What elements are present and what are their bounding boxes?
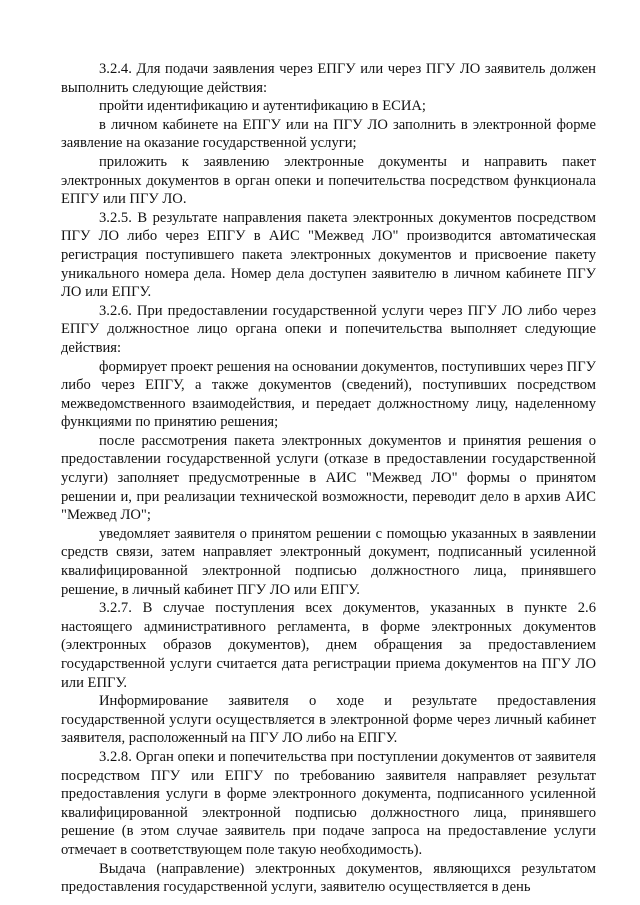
paragraph-3-2-4: 3.2.4. Для подачи заявления через ЕПГУ или через ПГУ ЛО заявитель должен выполнить следующие действия: <box>61 61 596 96</box>
document-body <box>61 60 596 897</box>
paragraph-step-fill-decision-forms: после рассмотрения пакета электронных документов и принятия решения о предоставлении государственной услуги (отказе в предоставлении государственной услуги) заполняет предусмотренные в АИС "Межвед ЛО" формы о принятом решении и, при реализации технической возможности, переводит дело в архив АИС "Межвед ЛО"; <box>61 432 596 524</box>
paragraph-3-2-5: 3.2.5. В результате направления пакета электронных документов посредством ПГУ ЛО либо через ЕПГУ в АИС "Межвед ЛО" производится автоматическая регистрация поступившего пакета электронных документов и присвоение пакету уникального номера дела. Номер дела доступен заявителю в личном кабинете ПГУ ЛО или ЕПГУ. <box>61 209 596 301</box>
paragraph-3-2-6: 3.2.6. При предоставлении государственной услуги через ПГУ ЛО либо через ЕПГУ должностное лицо органа опеки и попечительства выполняет следующие действия: <box>61 302 596 356</box>
paragraph-step-identification: пройти идентификацию и аутентификацию в ЕСИА; <box>99 98 426 115</box>
paragraph-3-2-8: 3.2.8. Орган опеки и попечительства при поступлении документов от заявителя посредством ПГУ или ЕПГУ по требованию заявителя направляет результат предоставления услуги в форме электронного документа, подписанного усиленной квалифицированной электронной подписью должностного лица, принявшего решение (в этом случае заявитель при подаче запроса на предоставление услуги отмечает в соответствующем поле такую необходимость). <box>61 748 596 858</box>
paragraph-3-2-7: 3.2.7. В случае поступления всех документов, указанных в пункте 2.6 настоящего административного регламента, в форме электронных документов (электронных образов документов), днем обращения за предоставлением государственной услуги считается дата регистрации приема документов на ПГУ ЛО или ЕПГУ. <box>61 600 596 691</box>
paragraph-step-draft-decision: формирует проект решения на основании документов, поступивших через ПГУ либо через ЕПГУ, а также документов (сведений), поступивших посредством межведомственного взаимодействия, и передает должностному лицу, наделенному функциями по принятию решения; <box>61 358 596 431</box>
paragraph-issuance: Выдача (направление) электронных документов, являющихся результатом предоставления государственной услуги, заявителю осуществляется в день <box>61 860 596 896</box>
paragraph-step-attach-documents: приложить к заявлению электронные документы и направить пакет электронных документов в орган опеки и попечительства посредством функционала ЕПГУ или ПГУ ЛО. <box>61 153 596 208</box>
paragraph-step-notify-applicant: уведомляет заявителя о принятом решении с помощью указанных в заявлении средств связи, затем направляет электронный документ, подписанный усиленной квалифицированной электронной подписью должностного лица, принявшего решение, в личный кабинет ПГУ ЛО или ЕПГУ. <box>61 525 596 598</box>
paragraph-step-fill-form: в личном кабинете на ЕПГУ или на ПГУ ЛО заполнить в электронной форме заявление на оказание государственной услуги; <box>61 116 596 152</box>
paragraph-informing: Информирование заявителя о ходе и результате предоставления государственной услуги осуществляется в электронной форме через личный кабинет заявителя, расположенный на ПГУ ЛО либо на ЕПГУ. <box>61 693 596 747</box>
